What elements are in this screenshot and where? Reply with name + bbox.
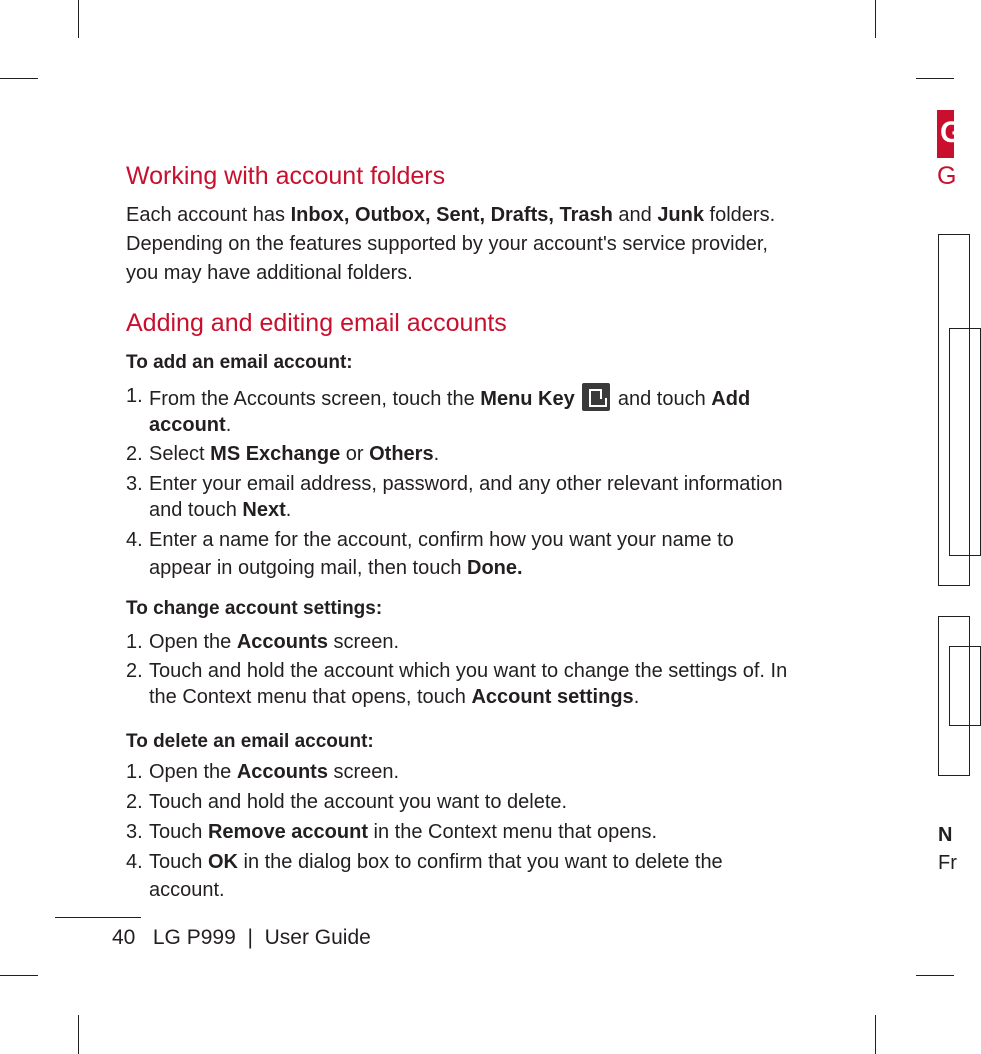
folders-text: folders.	[704, 204, 776, 226]
step-text: in the Context menu that opens.	[368, 821, 658, 843]
right-heading-fragment: G	[937, 162, 957, 190]
step-bold: Next	[242, 499, 286, 521]
step-text: Enter your email address, password, and any other relevant information	[149, 473, 783, 495]
step-text: Touch	[149, 851, 208, 873]
step-number: 1.	[126, 761, 143, 783]
step-text: appear in outgoing mail, then touch	[149, 557, 467, 579]
section-heading-accounts: Adding and editing email accounts	[126, 309, 507, 337]
chapter-tab	[937, 110, 964, 158]
step-text: .	[433, 443, 440, 465]
footer-rule	[55, 917, 141, 918]
step-bold: Accounts	[236, 631, 328, 653]
step-text: .	[225, 414, 232, 436]
footer-separator: |	[247, 926, 253, 949]
step-bold: Done.	[467, 557, 523, 579]
step-text: Touch and hold the account you want to delete.	[149, 791, 568, 813]
crop-mark	[875, 1015, 876, 1054]
step-number: 1.	[126, 385, 143, 407]
step-number: 4.	[126, 529, 143, 551]
crop-mark	[916, 78, 954, 79]
page-number: 40	[112, 926, 136, 949]
crop-mark	[875, 0, 876, 38]
step-number: 3.	[126, 473, 143, 495]
folders-text: and	[612, 204, 658, 226]
step-number: 4.	[126, 851, 143, 873]
change-settings-title: To change account settings:	[126, 598, 383, 619]
step-text: Open the	[149, 761, 237, 783]
step-bold: Others	[369, 443, 434, 465]
product-name: LG P999	[152, 926, 236, 949]
step-text: in the dialog box to confirm that you want to delete the	[237, 851, 723, 873]
step-bold: Remove account	[207, 821, 368, 843]
step-bold: Menu Key	[480, 388, 575, 410]
section-heading-folders: Working with account folders	[126, 162, 446, 190]
step-text: and touch	[149, 499, 243, 521]
crop-mark	[78, 1015, 79, 1054]
step-text: account.	[149, 879, 225, 901]
folders-paragraph	[126, 201, 826, 288]
step-text: screen.	[327, 631, 400, 653]
menu-key-icon	[582, 383, 610, 411]
step-bold: Accounts	[236, 761, 328, 783]
step-text: .	[285, 499, 292, 521]
folders-line: Depending on the features supported by your account's service provider,	[126, 233, 768, 255]
right-text-fragment: Fr	[938, 852, 957, 874]
crop-mark	[0, 975, 38, 976]
step-bold: Add	[711, 388, 751, 410]
folder-list: Inbox, Outbox, Sent, Drafts, Trash	[290, 204, 613, 226]
page-footer	[112, 926, 371, 950]
step-text: Touch	[149, 821, 208, 843]
step-bold: OK	[207, 851, 238, 873]
step-text: From the Accounts screen, touch the	[149, 388, 481, 410]
step-text: Select	[149, 443, 211, 465]
step-bold: account	[149, 414, 226, 436]
step-text: and touch	[612, 388, 712, 410]
list-item	[126, 383, 826, 435]
step-text: screen.	[327, 761, 400, 783]
step-number: 2.	[126, 791, 143, 813]
right-note-fragment: N	[938, 824, 953, 846]
crop-mark	[0, 78, 38, 79]
step-number: 2.	[126, 443, 143, 465]
step-number: 1.	[126, 631, 143, 653]
chapter-tab-letter: G	[940, 116, 964, 149]
crop-mark	[78, 0, 79, 38]
step-number: 3.	[126, 821, 143, 843]
add-account-title: To add an email account:	[126, 352, 353, 373]
step-bold: MS Exchange	[210, 443, 341, 465]
folder-junk: Junk	[657, 204, 704, 226]
right-inner-box	[949, 646, 981, 726]
step-text: .	[633, 686, 640, 708]
step-text: Touch and hold the account which you want to change the settings of. In	[149, 660, 788, 682]
folders-text: Each account has	[126, 204, 291, 226]
step-text: the Context menu that opens, touch	[149, 686, 472, 708]
step-text: Open the	[149, 631, 237, 653]
crop-mark	[916, 975, 954, 976]
step-number: 2.	[126, 660, 143, 682]
folders-line: you may have additional folders.	[126, 262, 413, 284]
step-text: or	[340, 443, 370, 465]
right-inner-box	[949, 328, 981, 556]
delete-account-title: To delete an email account:	[126, 731, 374, 752]
step-bold: Account settings	[471, 686, 634, 708]
step-text: Enter a name for the account, confirm how you want your name to	[149, 529, 734, 551]
guide-label: User Guide	[264, 926, 371, 949]
